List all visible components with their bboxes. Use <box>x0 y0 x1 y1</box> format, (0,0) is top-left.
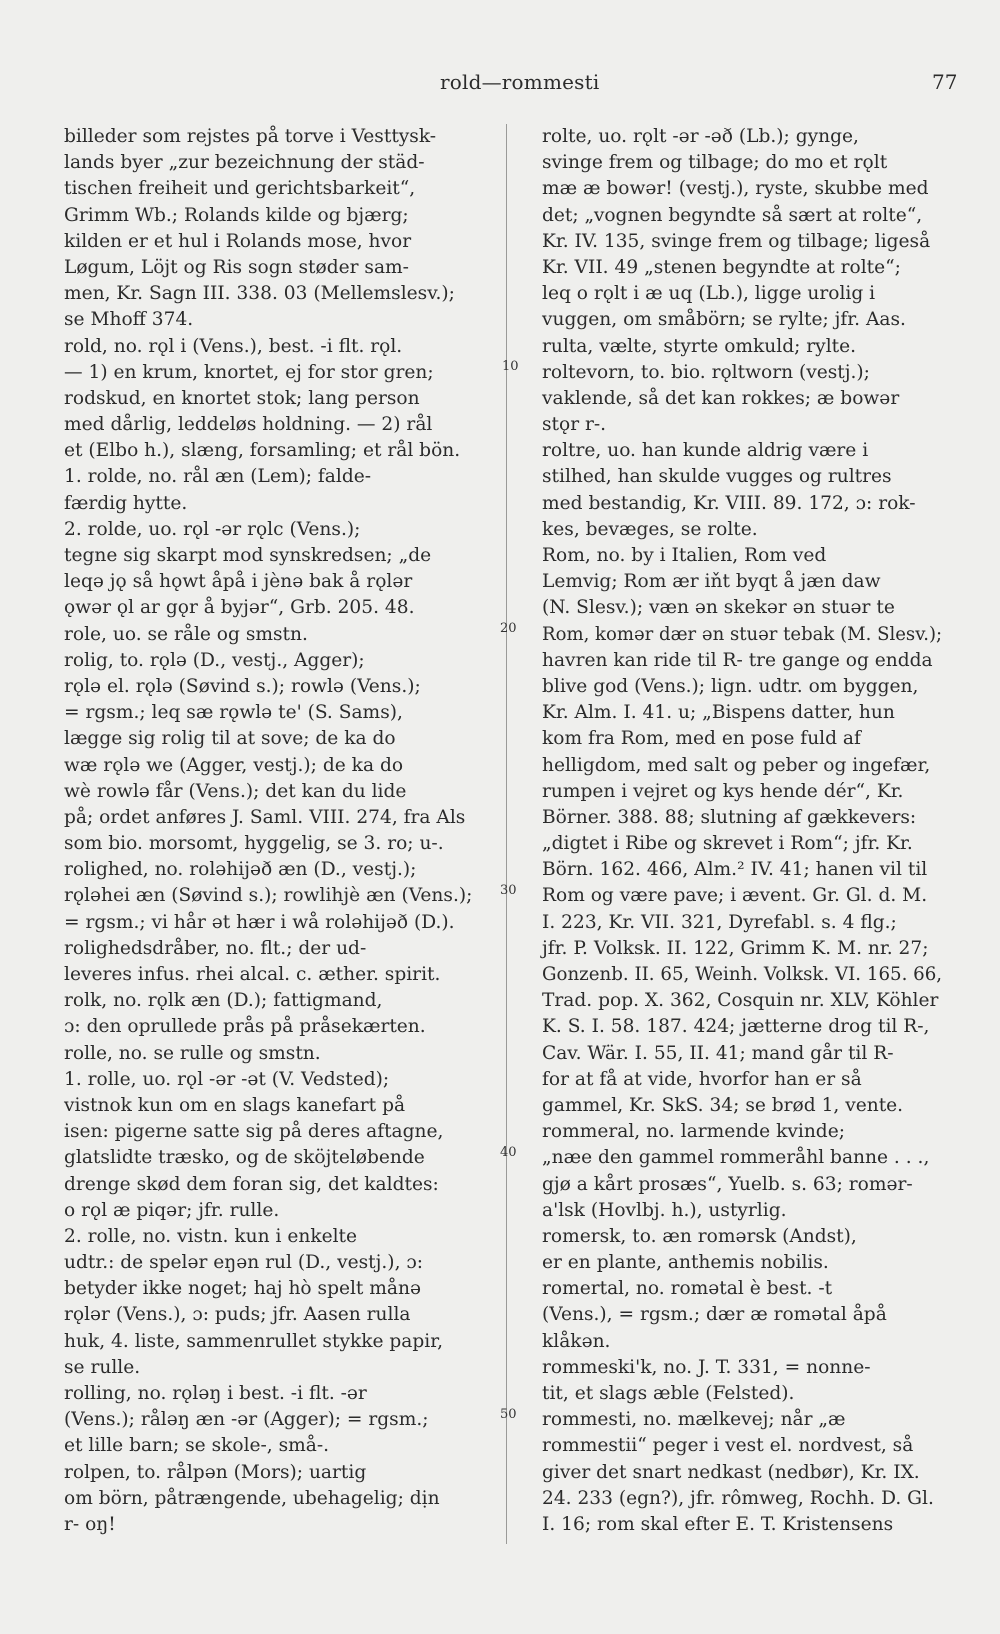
text-line: rommeski'k, no. J. T. 331, = nonne- <box>542 1356 871 1378</box>
text-line: det; „vognen begyndte så sært at rolte“, <box>542 204 923 226</box>
text-line: = rgsm.; vi hår ət hær i wå roləhijəð (D.). <box>64 911 455 933</box>
line-number: 20 <box>500 621 517 636</box>
text-line: huk, 4. liste, sammenrullet stykke papir, <box>64 1330 443 1352</box>
text-line: Börner. 388. 88; slutning af gækkevers: <box>542 806 917 828</box>
text-line: Trad. pop. X. 362, Cosquin nr. XLV, Köhler <box>542 990 939 1012</box>
text-line: rolk, no. rǫlk æn (D.); fattigmand, <box>64 990 383 1012</box>
text-line: for at få at vide, hvorfor han er så <box>542 1068 862 1090</box>
text-line: = rgsm.; leq sæ rǫwlə te' (S. Sams), <box>64 702 403 724</box>
text-line: færdig hytte. <box>64 492 188 514</box>
text-line: med dårlig, leddeløs holdning. — 2) rål <box>64 414 433 436</box>
text-line: I. 16; rom skal efter E. T. Kristensens <box>542 1513 894 1535</box>
line-number: 40 <box>500 1145 517 1160</box>
text-line: rommestii“ peger i vest el. nordvest, så <box>542 1435 914 1457</box>
text-line: I. 223, Kr. VII. 321, Dyrefabl. s. 4 flg.; <box>542 911 897 933</box>
text-line: rodskud, en knortet stok; lang person <box>64 387 420 409</box>
text-line: gammel, Kr. SkS. 34; se brød 1, vente. <box>542 1094 904 1116</box>
text-line: ɔ: den oprullede prås på pråsekærten. <box>64 1016 426 1038</box>
text-line: — 1) en krum, knortet, ej for stor gren; <box>64 361 434 383</box>
text-line: Rom og være pave; i ævent. Gr. Gl. d. M. <box>542 885 928 907</box>
text-line: Börn. 162. 466, Alm.² IV. 41; hanen vil til <box>542 859 928 881</box>
text-line: (N. Slesv.); væn ən skekər ən stuər te <box>542 597 895 619</box>
text-line: Kr. VII. 49 „stenen begyndte at rolte“; <box>542 256 901 278</box>
text-line: isen: pigerne satte sig på deres aftagne, <box>64 1121 444 1143</box>
text-line: rolpen, to. rålpən (Mors); uartig <box>64 1461 367 1483</box>
text-line: gjø a kårt prosæs“, Yuelb. s. 63; romər- <box>542 1173 913 1195</box>
page-number: 77 <box>932 70 958 94</box>
text-line: klåkən. <box>542 1330 611 1352</box>
text-line: „digtet i Ribe og skrevet i Rom“; jfr. Kr. <box>542 833 913 855</box>
text-line: stǫr r-. <box>542 414 607 436</box>
text-line: Lemvig; Rom ær iňt byqt å jæn daw <box>542 571 881 593</box>
text-line: tischen freiheit und gerichtsbarkeit“, <box>64 178 416 200</box>
column-divider <box>506 124 507 1544</box>
text-line: vuggen, om småbörn; se rylte; jfr. Aas. <box>542 309 906 331</box>
text-line: glatslidte træsko, og de sköjteløbende <box>64 1147 425 1169</box>
text-line: romersk, to. æn romərsk (Andst), <box>542 1225 857 1247</box>
text-line: wæ rǫlə we (Agger, vestj.); de ka do <box>64 754 404 776</box>
text-line: drenge skød dem foran sig, det kaldtes: <box>64 1173 439 1195</box>
text-line: rǫləhei æn (Søvind s.); rowlihjè æn (Vens.); <box>64 885 473 907</box>
text-line: lægge sig rolig til at sove; de ka do <box>64 728 396 750</box>
text-line: 24. 233 (egn?), jfr. rômweg, Rochh. D. Gl. <box>542 1487 934 1509</box>
text-line: Grimm Wb.; Rolands kilde og bjærg; <box>64 204 409 226</box>
text-line: Kr. IV. 135, svinge frem og tilbage; ligeså <box>542 230 931 252</box>
text-line: Løgum, Löjt og Ris sogn støder sam- <box>64 256 409 278</box>
text-line: Rom, komər dær ən stuər tebak (M. Slesv.); <box>542 623 943 645</box>
text-line: ǫwər ǫl ar gǫr å byjər“, Grb. 205. 48. <box>64 597 415 619</box>
text-line: vaklende, så det kan rokkes; æ bowər <box>542 387 900 409</box>
right-column <box>542 124 942 1538</box>
text-line: leq o rǫlt i æ uq (Lb.), ligge urolig i <box>542 283 876 305</box>
text-line: rolighed, no. rolǝhijəð æn (D., vestj.); <box>64 859 417 881</box>
text-line: men, Kr. Sagn III. 338. 03 (Mellemslesv.); <box>64 283 455 305</box>
text-line: rommeral, no. larmende kvinde; <box>542 1121 845 1143</box>
text-line: 1. rolde, no. rål æn (Lem); falde- <box>64 466 372 488</box>
text-line: med bestandig, Kr. VIII. 89. 172, ɔ: rok- <box>542 492 916 514</box>
text-line: wè rowlə får (Vens.); det kan du lide <box>64 780 407 802</box>
text-line: svinge frem og tilbage; do mo et rǫlt <box>542 152 888 174</box>
text-line: rǫlər (Vens.), ɔ: puds; jfr. Aasen rulla <box>64 1304 411 1326</box>
text-line: havren kan ride til R- tre gange og endda <box>542 649 933 671</box>
text-line: Kr. Alm. I. 41. u; „Bispens datter, hun <box>542 702 895 724</box>
text-line: stilhed, han skulde vugges og rultres <box>542 466 892 488</box>
line-number: 50 <box>500 1407 517 1422</box>
text-line: (Vens.), = rgsm.; dær æ romətal åpå <box>542 1304 887 1326</box>
text-line: kes, bevæges, se rolte. <box>542 518 758 540</box>
text-line: Rom, no. by i Italien, Rom ved <box>542 545 827 566</box>
text-line: role, uo. se råle og smstn. <box>64 623 308 645</box>
text-line: 1. rolle, uo. rǫl -ər -ət (V. Vedsted); <box>64 1068 390 1090</box>
text-line: giver det snart nedkast (nedbør), Kr. IX. <box>542 1461 920 1483</box>
text-line: et lille barn; se skole-, små-. <box>64 1435 330 1457</box>
text-line: tit, et slags æble (Felsted). <box>542 1383 795 1404</box>
line-number: 30 <box>500 883 517 898</box>
text-line: o rǫl æ piqər; jfr. rulle. <box>64 1199 280 1221</box>
text-line: 2. rolle, no. vistn. kun i enkelte <box>64 1225 358 1247</box>
text-line: rǫlə el. rǫlə (Søvind s.); rowlə (Vens.); <box>64 675 421 697</box>
text-line: om börn, påtrængende, ubehagelig; dịn <box>64 1487 440 1509</box>
text-line: a'lsk (Hovlbj. h.), ustyrlig. <box>542 1199 787 1221</box>
text-line: rumpen i vejret og kys hende dér“, Kr. <box>542 780 904 802</box>
text-line: roltevorn, to. bio. rǫltworn (vestj.); <box>542 361 870 383</box>
text-line: (Vens.); råləŋ æn -ər (Agger); = rgsm.; <box>64 1409 429 1431</box>
text-line: rommesti, no. mælkevej; når „æ <box>542 1409 846 1431</box>
text-line: romertal, no. romətal è best. -t <box>542 1278 833 1300</box>
text-line: kom fra Rom, med en pose fuld af <box>542 728 861 750</box>
text-line: roltre, uo. han kunde aldrig være i <box>542 440 869 462</box>
text-line: rold, no. rǫl i (Vens.), best. -i flt. rǫl. <box>64 335 403 357</box>
text-line: rolle, no. se rulle og smstn. <box>64 1042 321 1064</box>
text-line: et (Elbo h.), slæng, forsamling; et rål bön. <box>64 440 461 462</box>
left-column <box>64 124 496 1538</box>
text-line: betyder ikke noget; haj hò spelt månə <box>64 1278 421 1300</box>
text-line: se Mhoff 374. <box>64 309 194 331</box>
text-line: K. S. I. 58. 187. 424; jætterne drog til R-, <box>542 1016 930 1038</box>
text-line: billeder som rejstes på torve i Vesttysk- <box>64 126 437 147</box>
text-line: tegne sig skarpt mod synskredsen; „de <box>64 545 432 566</box>
text-line: kilden er et hul i Rolands mose, hvor <box>64 230 412 252</box>
text-line: rolighedsdråber, no. flt.; der ud- <box>64 937 367 959</box>
text-line: Gonzenb. II. 65, Weinh. Volksk. VI. 165. 66, <box>542 964 943 985</box>
page-header <box>0 70 1000 100</box>
text-line: udtr.: de spelər eŋən rul (D., vestj.), ɔ: <box>64 1252 424 1274</box>
text-line: rulta, vælte, styrte omkuld; rylte. <box>542 335 857 357</box>
text-line: lands byer „zur bezeichnung der städ- <box>64 152 425 174</box>
text-line: vistnok kun om en slags kanefart på <box>64 1094 406 1116</box>
text-line: jfr. P. Volksk. II. 122, Grimm K. M. nr. 27; <box>542 937 929 959</box>
text-line: er en plante, anthemis nobilis. <box>542 1252 829 1274</box>
text-line: rolling, no. rǫləŋ i best. -i flt. -ər <box>64 1383 367 1404</box>
text-line: rolte, uo. rǫlt -ər -əð (Lb.); gynge, <box>542 126 859 147</box>
text-line: rolig, to. rǫlə (D., vestj., Agger); <box>64 649 365 671</box>
text-line: Cav. Wär. I. 55, II. 41; mand går til R- <box>542 1042 894 1064</box>
text-line: som bio. morsomt, hyggelig, se 3. ro; u-. <box>64 833 444 855</box>
text-line: på; ordet anføres J. Saml. VIII. 274, fra Als <box>64 806 466 828</box>
text-line: 2. rolde, uo. rǫl -ər rǫlc (Vens.); <box>64 518 361 540</box>
text-line: r- oŋ! <box>64 1513 116 1535</box>
line-number: 10 <box>502 359 519 374</box>
text-line: „næe den gammel rommeråhl banne . . ., <box>542 1147 930 1169</box>
text-line: helligdom, med salt og peber og ingefær, <box>542 754 931 776</box>
running-head: rold—rommesti <box>440 70 600 94</box>
text-line: leqə jǫ så hǫwt åpå i jènə bak å rǫlər <box>64 571 413 593</box>
text-line: blive god (Vens.); lign. udtr. om byggen, <box>542 675 919 697</box>
text-line: se rulle. <box>64 1356 141 1378</box>
text-line: mæ æ bowər! (vestj.), ryste, skubbe med <box>542 178 929 200</box>
text-line: leveres infus. rhei alcal. c. æther. spirit. <box>64 964 441 985</box>
